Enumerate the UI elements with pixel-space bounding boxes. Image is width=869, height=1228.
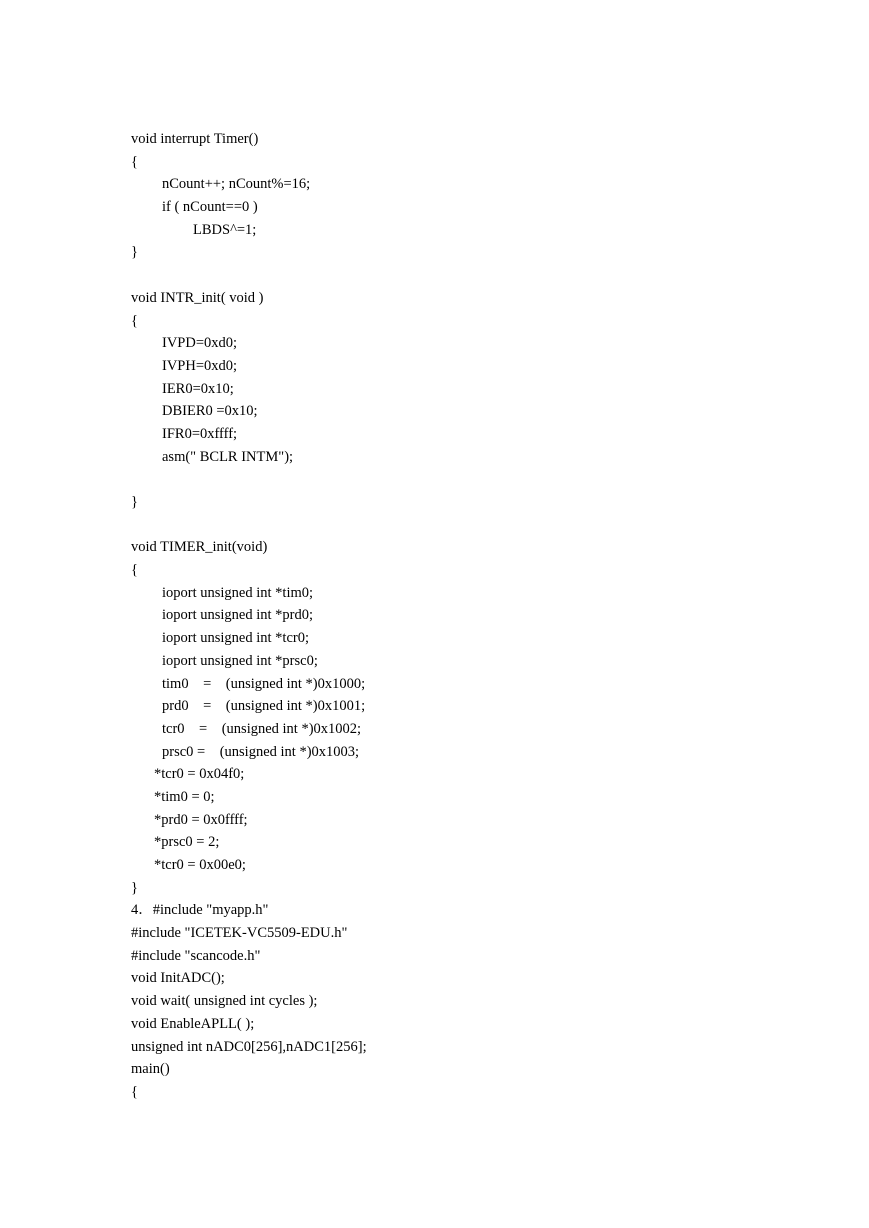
- code-line: *prsc0 = 2;: [154, 834, 220, 851]
- code-line: IVPD=0xd0;: [162, 335, 238, 352]
- code-line: *prd0 = 0x0ffff;: [154, 811, 248, 828]
- blank-line: [131, 264, 367, 287]
- code-line: tim0 = (unsigned int *)0x1000;: [162, 675, 366, 692]
- code-line: {: [131, 1083, 138, 1100]
- code-line: }: [131, 494, 138, 510]
- code-line: void TIMER_init(void): [131, 539, 268, 556]
- code-line: *tcr0 = 0x04f0;: [154, 766, 245, 783]
- code-listing: [131, 128, 367, 1104]
- blank-line: [131, 468, 367, 491]
- code-line: #include "scancode.h": [131, 947, 261, 964]
- code-line: void InitADC();: [131, 970, 225, 987]
- code-line: {: [131, 153, 138, 170]
- code-line: void interrupt Timer(): [131, 131, 259, 147]
- code-line: tcr0 = (unsigned int *)0x1002;: [162, 720, 362, 737]
- code-line: nCount++; nCount%=16;: [162, 176, 311, 193]
- code-line: void wait( unsigned int cycles );: [131, 993, 318, 1010]
- code-line: IER0=0x10;: [162, 380, 234, 397]
- code-line: #include "ICETEK-VC5509-EDU.h": [131, 925, 348, 942]
- code-line: ioport unsigned int *prsc0;: [162, 652, 318, 669]
- code-line: ioport unsigned int *prd0;: [162, 607, 314, 624]
- code-line: main(): [131, 1061, 170, 1078]
- blank-line: [131, 514, 367, 537]
- code-line: }: [131, 244, 138, 261]
- code-line: *tcr0 = 0x00e0;: [154, 857, 246, 873]
- code-line: IVPH=0xd0;: [162, 357, 238, 374]
- code-line: void INTR_init( void ): [131, 289, 264, 306]
- code-line: 4．#include "myapp.h": [131, 902, 269, 919]
- code-line: {: [131, 562, 138, 579]
- code-line: void EnableAPLL( );: [131, 1015, 255, 1032]
- code-line: prsc0 = (unsigned int *)0x1003;: [162, 743, 360, 760]
- code-line: IFR0=0xffff;: [162, 425, 238, 442]
- code-line: }: [131, 879, 138, 896]
- code-line: ioport unsigned int *tcr0;: [162, 630, 309, 647]
- code-line: ioport unsigned int *tim0;: [162, 584, 314, 601]
- code-line: *tim0 = 0;: [154, 788, 215, 805]
- code-line: unsigned int nADC0[256],nADC1[256];: [131, 1038, 367, 1055]
- code-line: asm(" BCLR INTM");: [162, 448, 294, 465]
- code-line: if ( nCount==0 ): [162, 199, 258, 216]
- code-line: LBDS^=1;: [193, 221, 257, 238]
- code-line: DBIER0 =0x10;: [162, 403, 258, 420]
- code-line: prd0 = (unsigned int *)0x1001;: [162, 698, 366, 715]
- code-line: {: [131, 312, 138, 329]
